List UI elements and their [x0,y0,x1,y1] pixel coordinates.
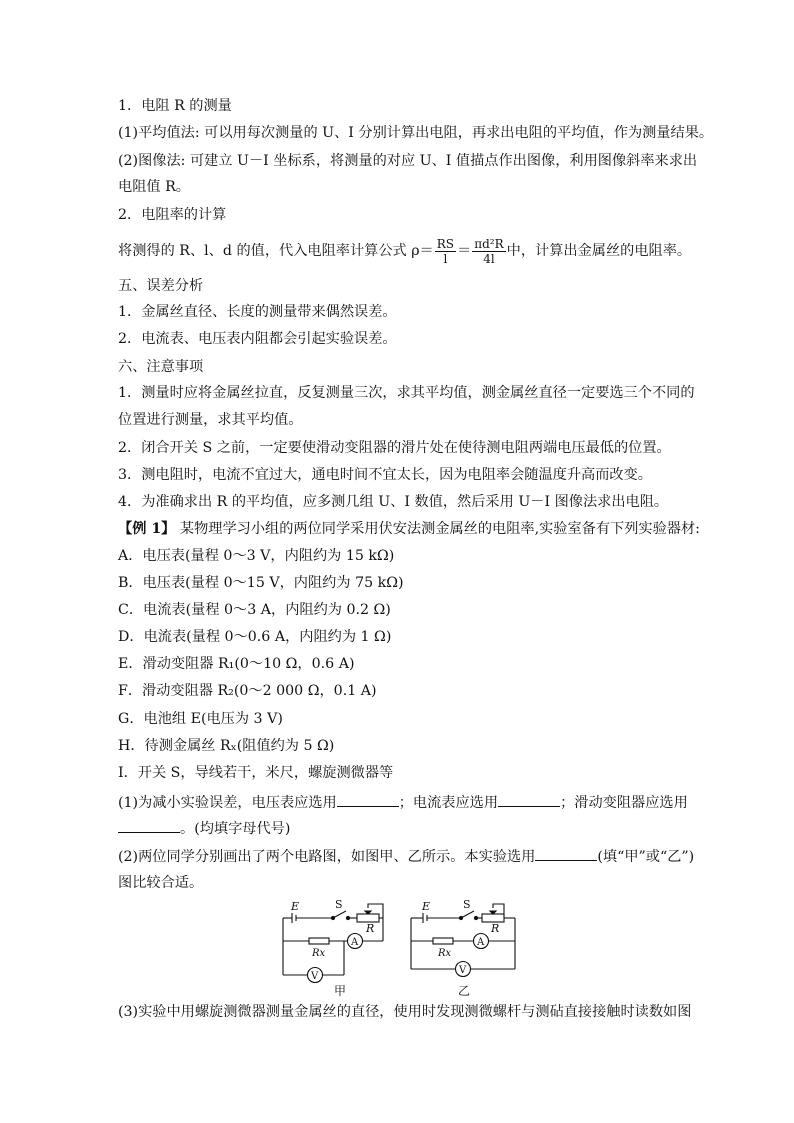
question-2-part-2: (填“甲”或“乙”) [597,849,695,865]
note-item-3: 3．测电阻时，电流不宜过大，通电时间不宜太长，因为电阻率会随温度升高而改变。 [118,467,652,483]
example-tag: 【例 1】 [118,521,176,537]
answer-blank-circuit-choice[interactable] [535,846,597,861]
label-e: E [291,900,300,913]
answer-blank-ammeter[interactable] [498,792,560,807]
rheostat-body [357,914,379,922]
section-title-notes: 六、注意事项 [118,359,204,375]
question-3-line: (3)实验中用螺旋测微器测量金属丝的直径，使用时发现测微螺杆与测砧直接接触时读数如图 [118,1004,692,1020]
label-rx: Rx [312,948,326,959]
label-a: A [477,937,485,948]
circuit-jia-labels [290,898,374,998]
section-title-resistance: 1．电阻 R 的测量 [118,98,232,114]
circuit-diagrams [0,898,794,1008]
section-title-error-analysis: 五、误差分析 [118,278,204,294]
equipment-item-g: G．电池组 E(电压为 3 V) [118,711,283,727]
equipment-item-d: D．电流表(量程 0～0.6 A，内阻约为 1 Ω) [118,629,392,645]
formula-prefix: 将测得的 R、l、d 的值，代入电阻率计算公式 ρ＝ [118,243,434,259]
paragraph-average-method: (1)平均值法: 可以用每次测量的 U、I 分别计算出电阻，再求出电阻的平均值，作为测量结果。 [118,125,714,141]
answer-blank-voltmeter[interactable] [337,792,399,807]
fraction-numerator: RS [436,236,455,251]
switch-blade [461,911,474,918]
equipment-item-i: I．开关 S，导线若干，米尺，螺旋测微器等 [118,765,394,781]
equipment-item-a: A．电压表(量程 0～3 V，内阻约为 15 kΩ) [118,548,395,564]
formula-suffix: 中，计算出金属丝的电阻率。 [506,243,692,259]
note-item-2: 2．闭合开关 S 之前，一定要使滑动变阻器的滑片处在使待测电阻两端电压最低的位置。 [118,440,671,456]
label-s: S [463,898,471,911]
resistivity-formula-line [118,236,691,266]
equipment-item-b: B．电压表(量程 0～15 V，内阻约为 75 kΩ) [118,575,404,591]
caption-jia: 甲 [334,984,347,998]
rheostat-body [482,914,504,922]
fraction-numerator: πd²R [474,236,504,251]
label-e: E [422,900,431,913]
fraction-denominator: 4l [483,251,495,266]
equipment-item-f: F．滑动变阻器 R₂(0～2 000 Ω，0.1 A) [118,683,377,699]
question-1-line [118,792,688,813]
label-rx: Rx [438,948,452,959]
paragraph-graph-method: (2)图像法: 可建立 U－I 坐标系，将测量的对应 U、I 值描点作出图像，利用图像斜率来求出 [118,153,698,169]
fraction-pi-d2r-over-4l [472,237,505,266]
error-item-1: 1．金属丝直径、长度的测量带来偶然误差。 [118,304,397,320]
label-v: V [311,971,319,982]
example-intro [118,519,700,539]
equipment-item-h: H．待测金属丝 Rₓ(阻值约为 5 Ω) [118,738,335,754]
question-2-line [118,846,694,867]
circuit-jia [283,904,383,983]
label-v: V [459,965,467,976]
resistor-rx [309,938,329,944]
section-title-resistivity: 2．电阻率的计算 [118,207,227,223]
example-intro-text: 某物理学习小组的两位同学采用伏安法测金属丝的电阻率,实验室备有下列实验器材: [175,521,700,537]
circuit-yi-labels [421,898,499,998]
resistor-rx [433,938,453,944]
question-1-part-1: (1)为减小实验误差，电压表应选用 [118,795,337,811]
note-item-1: 1．测量时应将金属丝拉直，反复测量三次，求其平均值，测金属丝直径一定要选三个不同的 [118,385,695,401]
equipment-item-e: E．滑动变阻器 R₁(0～10 Ω，0.6 A) [118,656,355,672]
answer-blank-rheostat[interactable] [118,818,180,833]
question-2-part-1: (2)两位同学分别画出了两个电路图，如图甲、乙所示。本实验选用 [118,849,536,865]
fraction-denominator: l [443,251,448,266]
equals-sign: ＝ [457,243,472,259]
label-s: S [335,898,343,911]
note-item-4: 4．为准确求出 R 的平均值，应多测几组 U、I 数值，然后采用 U－I 图像法求出电阻。 [118,494,669,510]
question-2-line-2: 图比较合适。 [118,875,204,891]
label-r: R [366,922,375,935]
label-a: A [351,937,359,948]
switch-blade [333,911,346,918]
paragraph-graph-method-cont: 电阻值 R。 [118,179,190,195]
equipment-item-c: C．电流表(量程 0～3 A，内阻约为 0.2 Ω) [118,602,391,618]
question-1-part-4: 。(均填字母代号) [180,821,291,837]
label-r: R [491,922,500,935]
fraction-rs-over-l [435,237,456,266]
question-1-part-2: ；电流表应选用 [398,795,499,811]
error-item-2: 2．电流表、电压表内阻都会引起实验误差。 [118,331,397,347]
note-item-1-cont: 位置进行测量，求其平均值。 [118,412,303,428]
caption-yi: 乙 [458,984,471,998]
question-1-line-2 [118,818,290,839]
question-1-part-3: ；滑动变阻器应选用 [560,795,688,811]
